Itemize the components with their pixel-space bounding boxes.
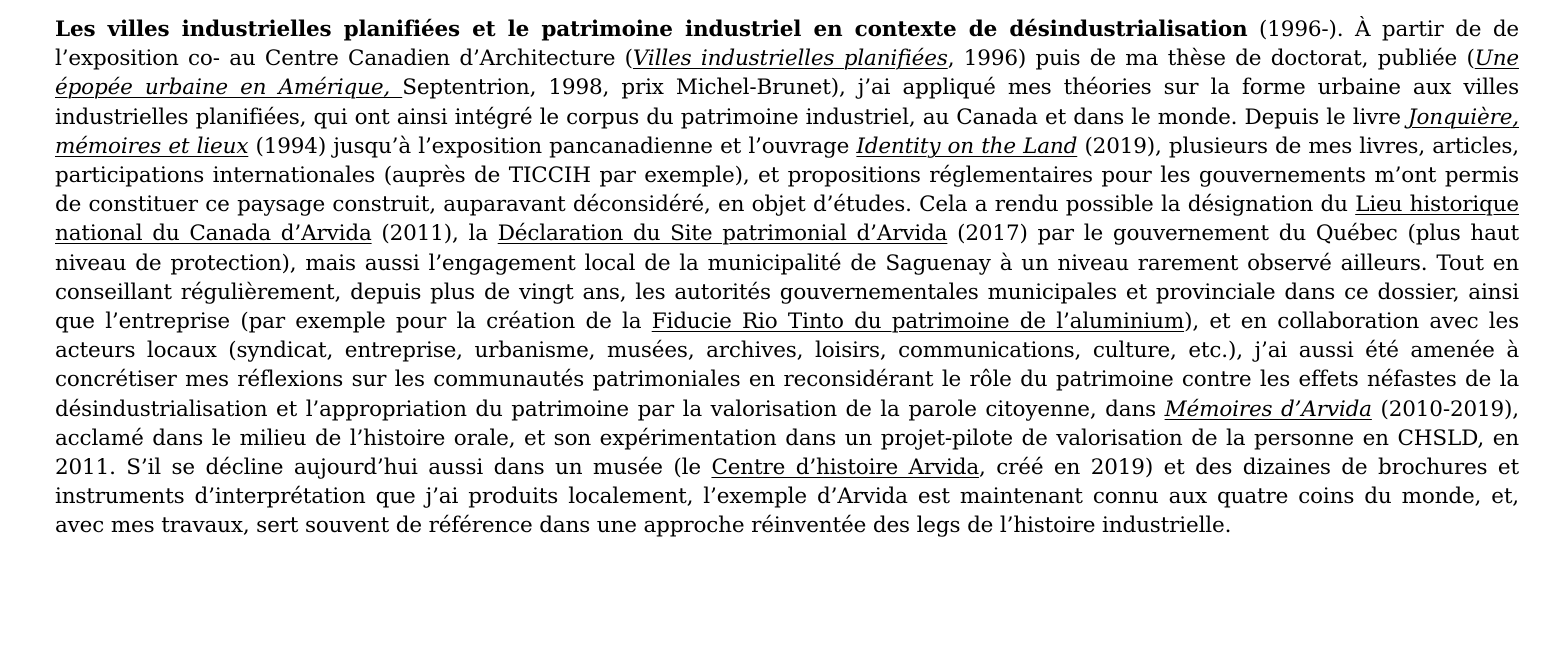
link-centre-d-histoire-arvida[interactable]: Centre d’histoire Arvida: [711, 455, 980, 481]
text-segment: Septentrion, 1998, prix Michel-Brunet), j’ai appliqué mes théories sur la forme urbaine aux villes industrielles planifiées, qui ont ainsi intégré le corpus du patrimoine industriel, au Canada et dans le monde. Depuis le livre: [55, 75, 1519, 130]
link-memoires-d-arvida[interactable]: Mémoires d’Arvida: [1164, 396, 1372, 422]
text-segment: (2019), plusieurs de mes livres, articles, participations internationales (auprès de TICCIH par exemple), et propositions réglementaires pour les gouvernements m’ont permis de constituer ce paysage construit, auparavant déconsidéré, en objet d’études. Cela a rendu possible la désignation du: [55, 133, 1519, 218]
link-une-epopee-urbaine[interactable]: Une épopée urbaine en Amérique,: [55, 46, 1519, 101]
link-jonquiere-memoires-et-lieux[interactable]: Jonquière, mémoires et lieux: [55, 104, 1519, 159]
text-segment: (2010-2019), acclamé dans le milieu de l’histoire orale, et son expérimentation dans un projet-pilote de valorisation de la personne en CHSLD, en 2011. S’il se décline aujourd’hui aussi dans un musée (le: [55, 396, 1519, 481]
link-villes-industrielles-planifiees[interactable]: Villes industrielles planifiées: [632, 46, 948, 72]
text-segment: , 1996) puis de ma thèse de doctorat, publiée (: [947, 46, 1475, 72]
text-segment: (1994) jusqu’à l’exposition pancanadienne et l’ouvrage: [248, 133, 857, 159]
text-segment: , créé en 2019) et des dizaines de brochures et instruments d’interprétation que j’ai produits localement, l’exemple d’Arvida est maintenant connu aux quatre coins du monde, et, avec mes travaux, sert souvent de référence dans une approche réinventée des legs de l’histoire industrielle.: [55, 455, 1519, 539]
text-segment: ), et en collaboration avec les acteurs locaux (syndicat, entreprise, urbanisme, musées, archives, loisirs, communications, culture, etc.), j’ai aussi été amenée à concrétiser mes réflexions sur les communautés patrimoniales en reconsidérant le rôle du patrimoine contre les effets néfastes de la désindustrialisation et l’appropriation du patrimoine par la valorisation de la parole citoyenne, dans: [55, 309, 1519, 422]
text-segment: (2017) par le gouvernement du Québec (plus haut niveau de protection), mais aussi l’engagement local de la municipalité de Saguenay à un niveau rarement observé ailleurs. Tout en conseillant régulièrement, depuis plus de vingt ans, les autorités gouvernementales municipales et provinciale dans ce dossier, ainsi que l’entreprise (par exemple pour la création de la: [55, 221, 1519, 335]
text-segment: (2011), la: [371, 221, 498, 247]
link-declaration-site-patrimonial[interactable]: Déclaration du Site patrimonial d’Arvida: [497, 221, 948, 247]
link-fiducie-rio-tinto[interactable]: Fiducie Rio Tinto du patrimoine de l’aluminium: [651, 309, 1185, 335]
link-lieu-historique-national[interactable]: Lieu historique national du Canada d’Arvida: [55, 192, 1520, 247]
link-identity-on-the-land[interactable]: Identity on the Land: [856, 133, 1078, 159]
text-segment: (1996-). À partir de de l’exposition co- au Centre Canadien d’Architecture (: [55, 17, 1519, 72]
paragraph: [55, 15, 1519, 541]
paragraph-heading: Les villes industrielles planifiées et le patrimoine industriel en contexte de désindustrialisation: [55, 17, 1248, 42]
document-body: [55, 15, 1519, 541]
